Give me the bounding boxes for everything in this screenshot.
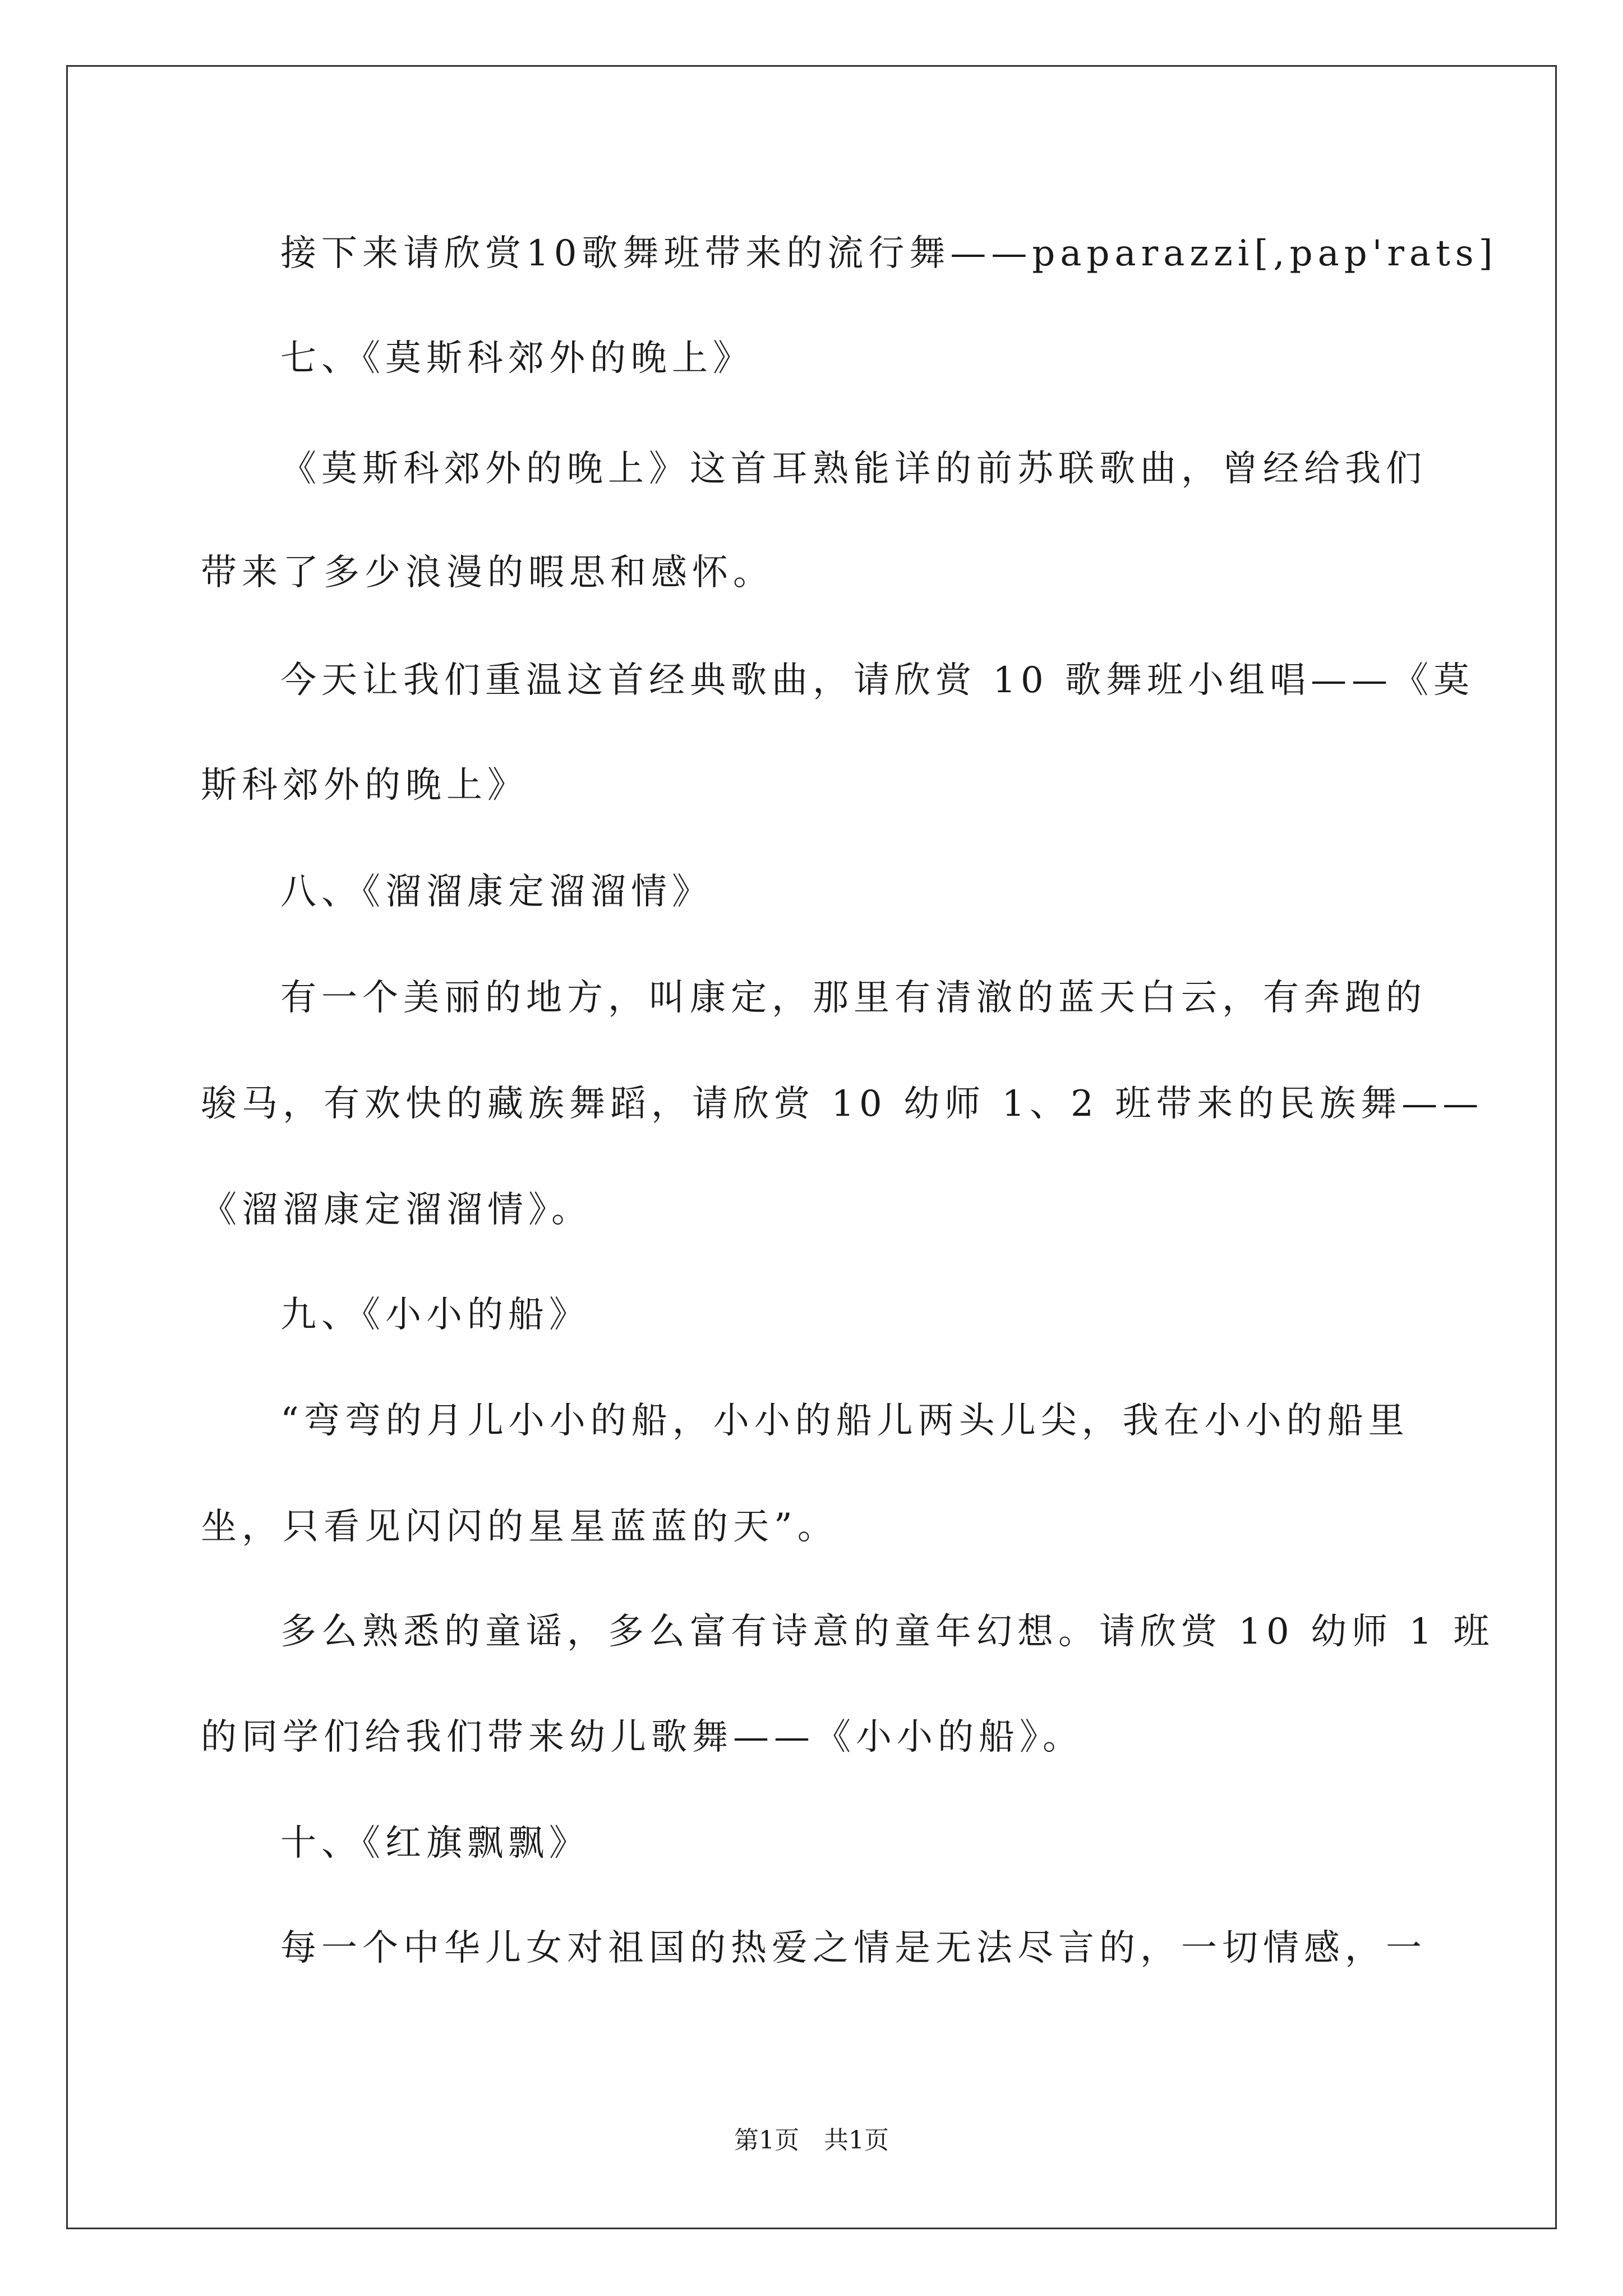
paragraph-line: 多么熟悉的童谣，多么富有诗意的童年幻想。请欣赏 10 幼师 1 班 [280,1611,1495,1653]
paragraph-line: 的同学们给我们带来幼儿歌舞——《小小的船》。 [201,1717,1083,1758]
section-heading: 十、《红旗飘飘》 [280,1823,590,1864]
paragraph-line: 《溜溜康定溜溜情》。 [201,1189,592,1231]
paragraph-line: 带来了多少浪漫的暇思和感怀。 [201,552,774,593]
paragraph-line: “弯弯的月儿小小的船，小小的船儿两头儿尖，我在小小的船里 [280,1400,1409,1442]
paragraph-line: 坐，只看见闪闪的星星蓝蓝的天”。 [201,1506,838,1548]
paragraph-line: 有一个美丽的地方，叫康定，那里有清澈的蓝天白云，有奔跑的 [280,977,1427,1019]
paragraph-line: 斯科郊外的晚上》 [201,765,528,806]
paragraph-line: 《莫斯科郊外的晚上》这首耳熟能详的前苏联歌曲，曾经给我们 [280,448,1427,490]
page-footer: 第1页 共1页 [734,2126,889,2155]
section-heading: 七、《莫斯科郊外的晚上》 [280,338,754,379]
paragraph-line: 每一个中华儿女对祖国的热爱之情是无法尽言的，一切情感，一 [280,1927,1427,1969]
page-border [66,65,1557,2229]
paragraph-line: 今天让我们重温这首经典歌曲，请欣赏 10 歌舞班小组唱——《莫 [280,660,1475,701]
section-heading: 八、《溜溜康定溜溜情》 [280,871,713,913]
section-heading: 九、《小小的船》 [280,1294,590,1336]
paragraph-line: 接下来请欣赏10歌舞班带来的流行舞——paparazzi[,pap'rats] [280,233,1498,274]
paragraph-line: 骏马，有欢快的藏族舞蹈，请欣赏 10 幼师 1、2 班带来的民族舞—— [201,1083,1484,1125]
